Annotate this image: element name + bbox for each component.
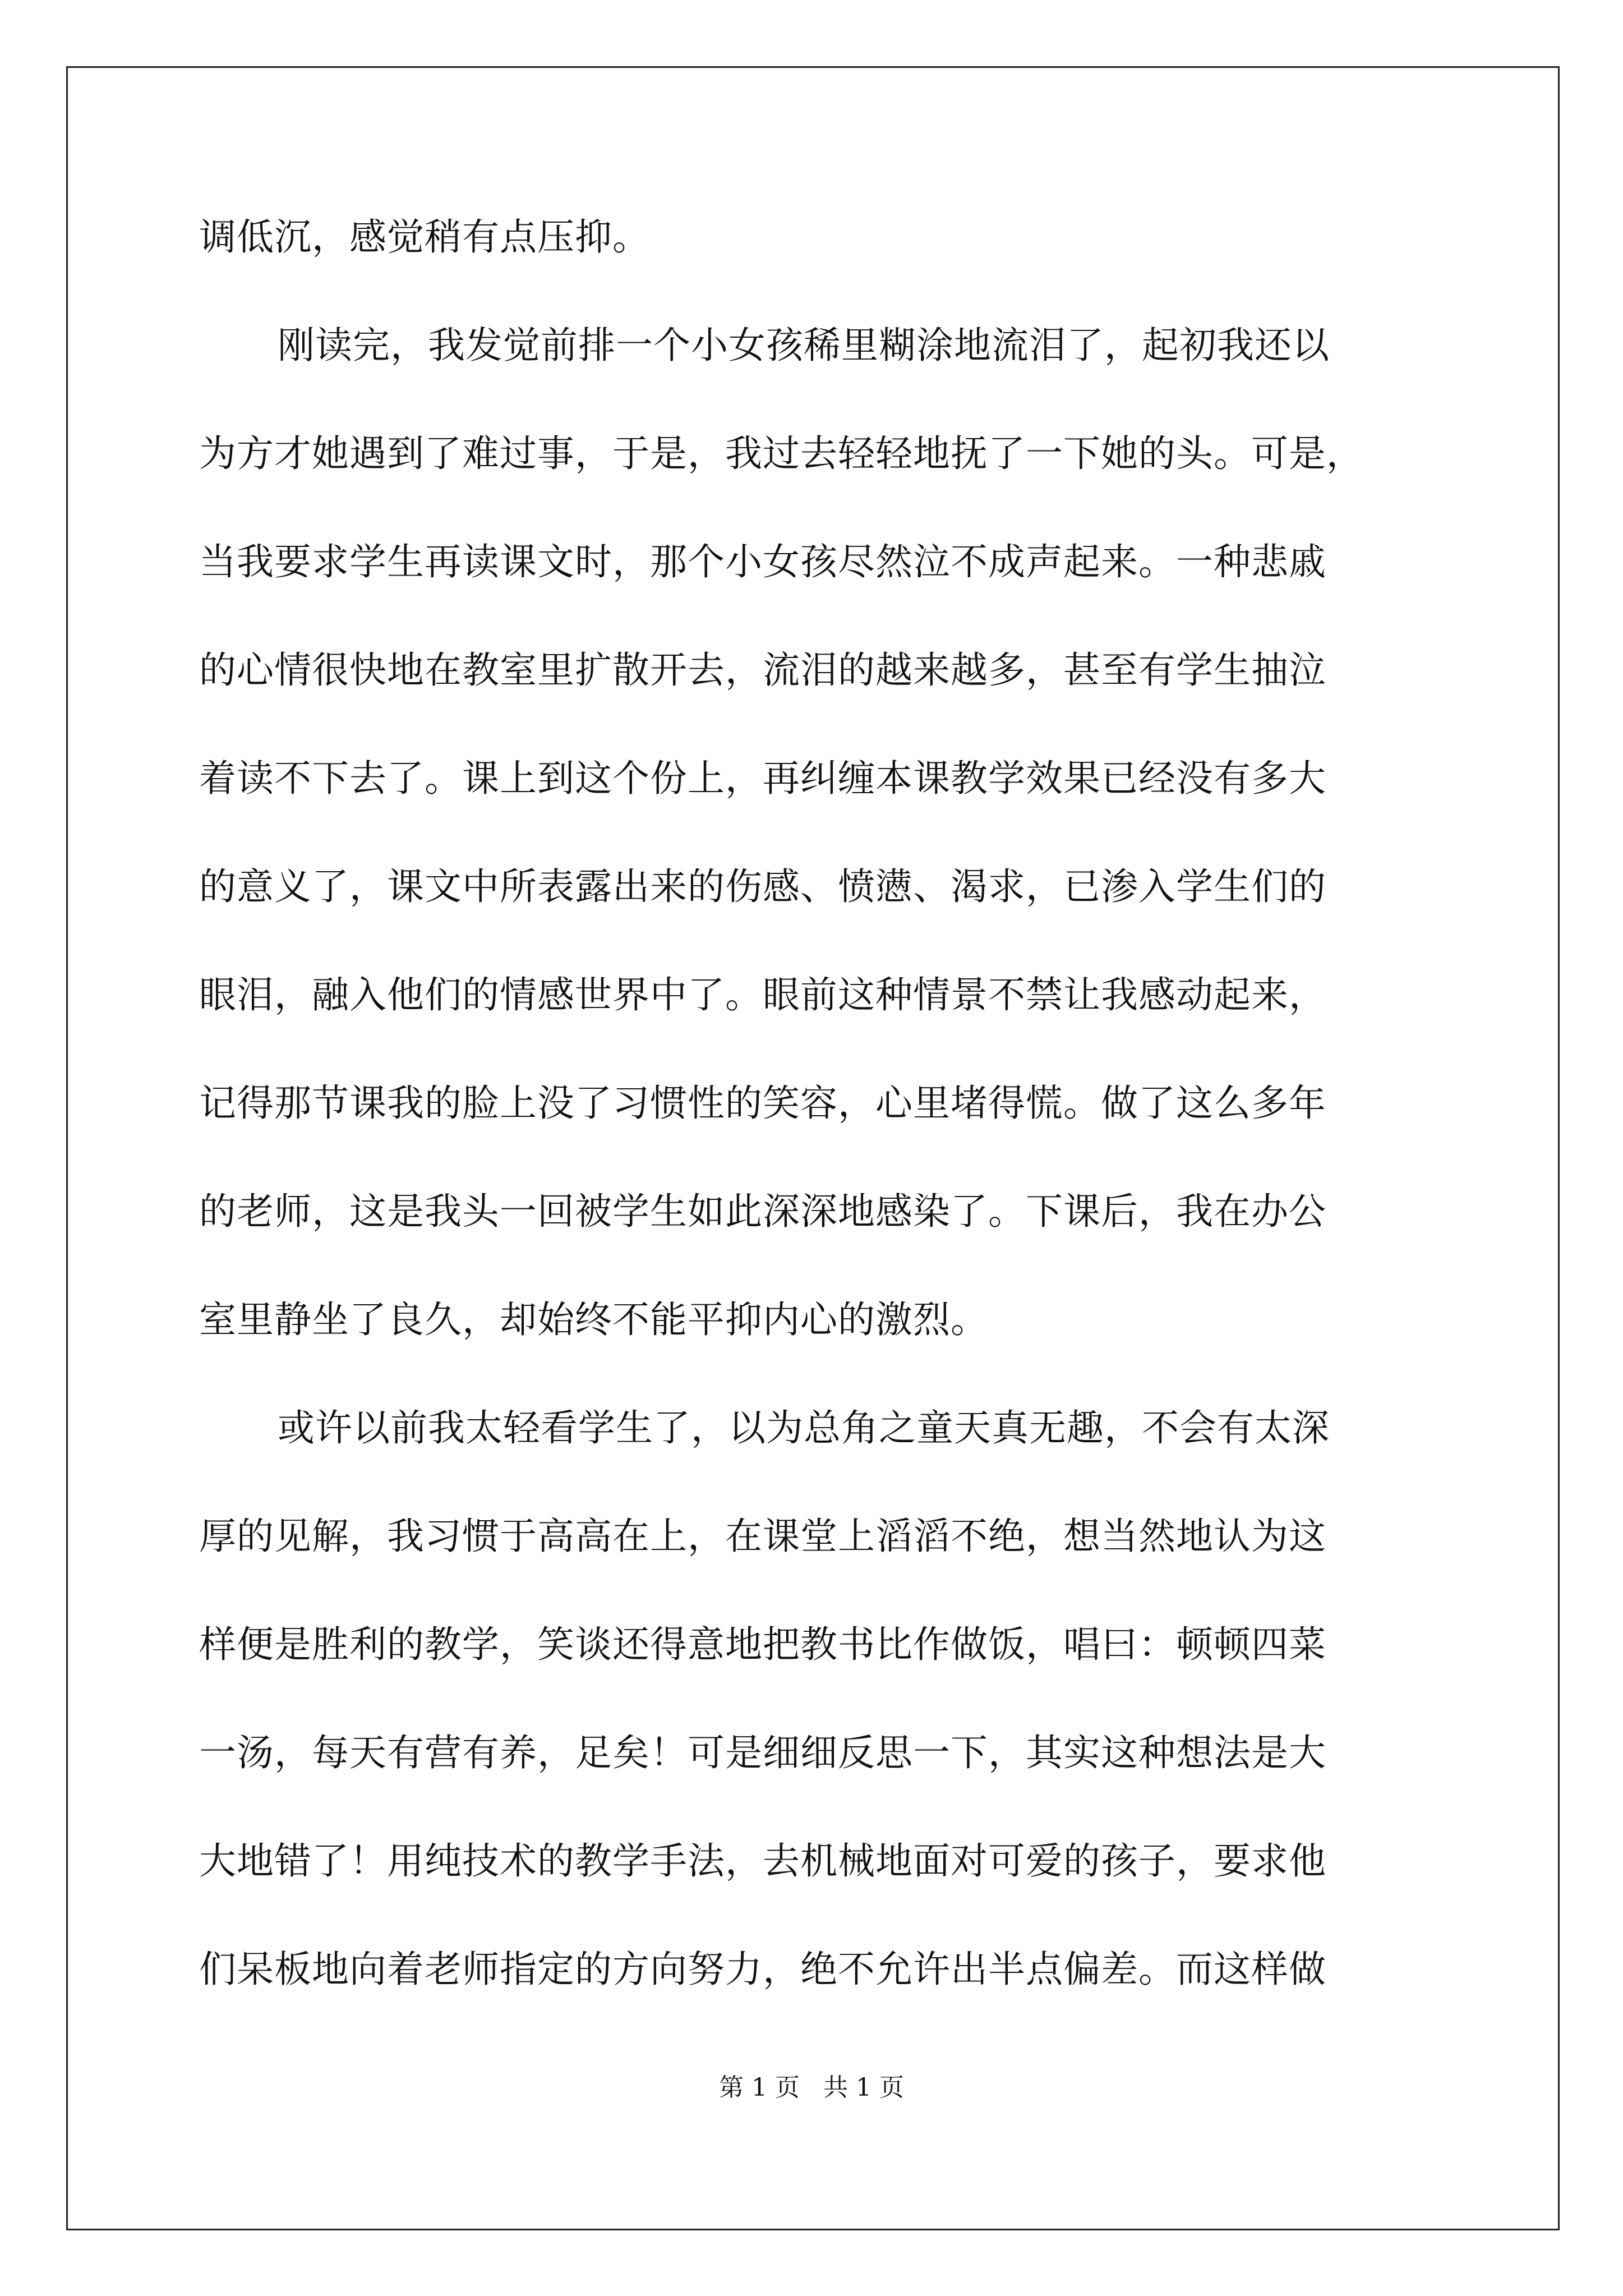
text-line: 眼泪，融入他们的情感世界中了。眼前这种情景不禁让我感动起来， bbox=[199, 973, 1326, 1016]
text-line: 为方才她遇到了难过事，于是，我过去轻轻地抚了一下她的头。可是， bbox=[199, 432, 1364, 475]
text-line: 的意义了，课文中所表露出来的伤感、愤懑、渴求，已渗入学生们的 bbox=[199, 865, 1326, 908]
text-line: 厚的见解，我习惯于高高在上，在课堂上滔滔不绝，想当然地认为这 bbox=[199, 1515, 1326, 1558]
paragraph-start-line: 刚读完，我发觉前排一个小女孩稀里糊涂地流泪了，起初我还以 bbox=[278, 324, 1330, 367]
text-line: 样便是胜利的教学，笑谈还得意地把教书比作做饭，唱曰：顿顿四菜 bbox=[199, 1623, 1326, 1666]
text-line: 室里静坐了良久，却始终不能平抑内心的激烈。 bbox=[199, 1298, 988, 1341]
document-body bbox=[199, 215, 1455, 2059]
text-line: 一汤，每天有营有养，足矣！可是细细反思一下，其实这种想法是大 bbox=[199, 1731, 1326, 1774]
text-line: 们呆板地向着老师指定的方向努力，绝不允许出半点偏差。而这样做 bbox=[199, 1948, 1326, 1991]
text-line: 大地错了！用纯技术的教学手法，去机械地面对可爱的孩子，要求他 bbox=[199, 1839, 1326, 1883]
text-line: 调低沉，感觉稍有点压抑。 bbox=[199, 215, 650, 259]
text-line: 记得那节课我的脸上没了习惯性的笑容，心里堵得慌。做了这么多年 bbox=[199, 1082, 1326, 1125]
page-number-footer: 第 1 页 共 1 页 bbox=[719, 2073, 904, 2102]
paragraph-start-line: 或许以前我太轻看学生了，以为总角之童天真无趣，不会有太深 bbox=[278, 1406, 1330, 1450]
text-line: 的老师，这是我头一回被学生如此深深地感染了。下课后，我在办公 bbox=[199, 1190, 1326, 1233]
text-line: 当我要求学生再读课文时，那个小女孩尽然泣不成声起来。一种悲戚 bbox=[199, 540, 1326, 583]
text-line: 着读不下去了。课上到这个份上，再纠缠本课教学效果已经没有多大 bbox=[199, 757, 1326, 800]
text-line: 的心情很快地在教室里扩散开去，流泪的越来越多，甚至有学生抽泣 bbox=[199, 648, 1326, 692]
